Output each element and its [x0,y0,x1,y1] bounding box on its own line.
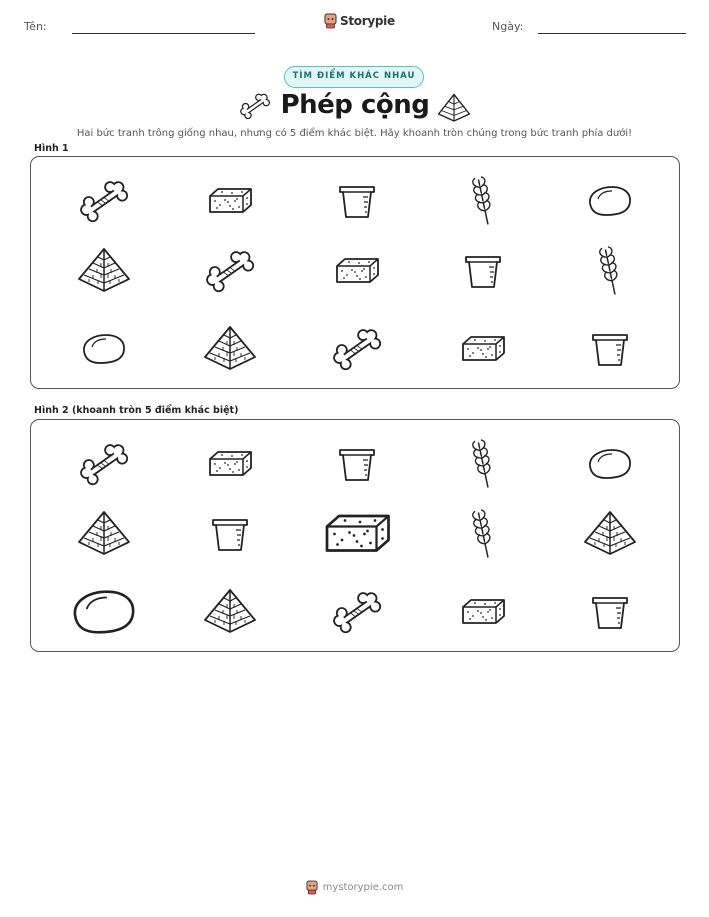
pyramid-icon [437,92,471,122]
wheat-icon[interactable] [443,501,523,567]
date-label: Ngày: [492,20,524,33]
bone-icon[interactable] [64,431,144,497]
sponge-icon[interactable] [190,168,270,234]
instructions: Hai bức tranh trông giống nhau, nhưng có 5 điểm khác biệt. Hãy khoanh tròn chúng trong bức tranh phía dưới! [76,128,633,139]
pyramid-icon[interactable] [64,501,144,567]
cup-icon[interactable] [443,238,523,304]
cup-icon[interactable] [570,579,650,645]
picture-2-panel[interactable] [30,419,680,652]
picture-1-label: Hình 1 [34,143,69,154]
wheat-icon[interactable] [570,238,650,304]
cup-icon[interactable] [570,316,650,382]
picture-2-label: Hình 2 (khoanh tròn 5 điểm khác biệt) [34,405,239,416]
wheat-icon[interactable] [443,431,523,497]
cup-icon[interactable] [317,168,397,234]
bone-icon[interactable] [317,579,397,645]
stone-icon[interactable] [64,316,144,382]
wheat-icon[interactable] [443,168,523,234]
footer-site[interactable]: mystorypie.com [322,882,404,893]
cup-icon[interactable] [317,431,397,497]
pyramid-icon[interactable] [64,238,144,304]
pyramid-icon[interactable] [190,579,270,645]
sponge-icon[interactable] [443,579,523,645]
page-title: Phép cộng [280,90,430,120]
footer [0,880,709,895]
pyramid-icon[interactable] [570,501,650,567]
pyramid-icon[interactable] [190,316,270,382]
brand-name: Storypie [340,14,395,28]
bone-icon[interactable] [317,316,397,382]
sponge-icon[interactable] [190,431,270,497]
stone-icon[interactable] [570,168,650,234]
name-label: Tên: [24,20,47,33]
sponge-icon[interactable] [317,238,397,304]
brand-logo [324,13,395,29]
activity-tag: TÌM ĐIỂM KHÁC NHAU [284,66,424,88]
stone-icon[interactable] [570,431,650,497]
bone-icon[interactable] [190,238,270,304]
cup-icon[interactable] [190,501,270,567]
storypie-mascot-icon [324,13,337,29]
sponge-icon[interactable] [443,316,523,382]
name-line[interactable] [72,33,255,34]
date-line[interactable] [538,33,686,34]
storypie-mascot-icon [306,880,318,895]
sponge-icon[interactable] [317,501,397,567]
bone-icon[interactable] [64,168,144,234]
stone-icon[interactable] [64,579,144,645]
picture-1-panel[interactable] [30,156,680,389]
